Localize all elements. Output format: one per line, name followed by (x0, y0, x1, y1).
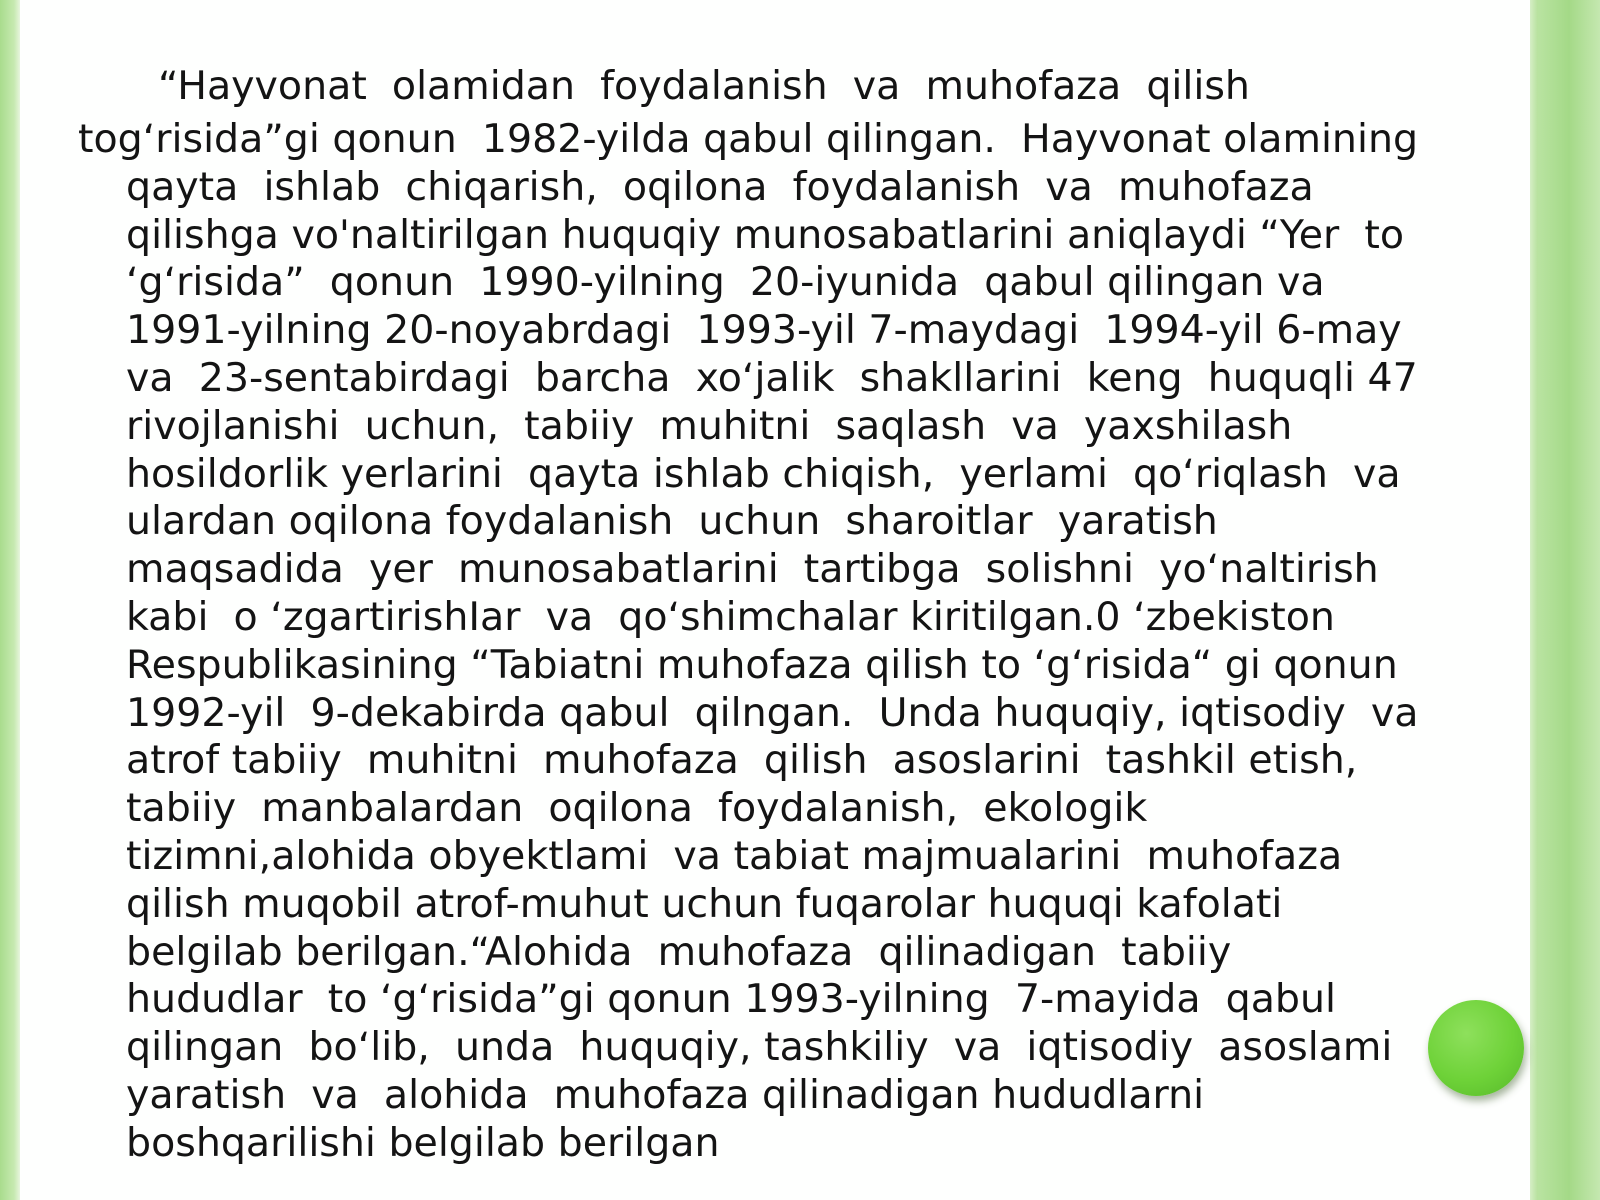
text-line: 1991-yilning 20-noyabrdagi 1993-yil 7-maydagi 1994-yil 6-may (126, 307, 1402, 354)
text-line: tabiiy manbalardan oqilona foydalanish, ekologik (126, 785, 1148, 832)
text-line: kabi o ‘zgartirishIar va qo‘shimchalar kiritilgan.0 ‘zbekiston (126, 593, 1335, 640)
text-line: hududlar to ‘g‘risida”gi qonun 1993-yilning 7-mayida qabul (126, 976, 1336, 1023)
text-line: qilish muqobil atrof-muhut uchun fuqarolar huquqi kafolati (126, 880, 1283, 927)
text-line: boshqarilishi belgilab berilgan (126, 1119, 720, 1166)
text-line: tizimni,alohida obyektlami va tabiat majmualarini muhofaza (126, 832, 1343, 879)
text-line: va 23-sentabirdagi barcha xo‘jalik shakllarini keng huquqli 47 (126, 354, 1418, 401)
text-line: qayta ishlab chiqarish, oqilona foydalanish va muhofaza (126, 163, 1314, 210)
text-line: Respublikasining “Tabiatni muhofaza qilish to ‘g‘risida“ gi qonun (126, 641, 1398, 688)
body-text (78, 56, 1478, 1168)
text-line: tog‘risida”gi qonun 1982-yilda qabul qilingan. Hayvonat olamining (78, 116, 1419, 162)
text-line: qilingan bo‘lib, unda huquqiy, tashkiliy va iqtisodiy asoslami (126, 1024, 1393, 1071)
text-line: maqsadida yer munosabatlarini tartibga solishni yo‘naltirish (126, 546, 1379, 593)
text-line: “Hayvonat olamidan foydalanish va muhofaza qilish (158, 63, 1250, 109)
text-line: rivojlanishi uchun, tabiiy muhitni saqlash va yaxshilash (126, 402, 1293, 449)
right-green-stripe (1538, 0, 1600, 1200)
text-line: qilishga vo'naltirilgan huquqiy munosabatlarini aniqlaydi “Yer to (126, 211, 1405, 258)
text-line: ulardan oqilona foydalanish uchun sharoitlar yaratish (126, 498, 1218, 545)
text-line: atrof tabiiy muhitni muhofaza qilish asoslarini tashkil etish, (126, 737, 1358, 784)
green-circle-decoration (1428, 1000, 1524, 1096)
text-line: belgilab berilgan.“Alohida muhofaza qilinadigan tabiiy (126, 928, 1232, 975)
right-thin-green-stripe (1530, 0, 1538, 1200)
text-line: yaratish va alohida muhofaza qilinadigan hududlarni (126, 1071, 1205, 1118)
text-line: 1992-yil 9-dekabirda qabul qilngan. Unda huquqiy, iqtisodiy va (126, 689, 1419, 736)
left-green-stripe (0, 0, 20, 1200)
text-line: hosildorlik yerlarini qayta ishlab chiqish, yerlami qo‘riqlash va (126, 450, 1401, 497)
text-line: ‘g‘risida” qonun 1990-yilning 20-iyunida qabul qilingan va (126, 259, 1325, 306)
